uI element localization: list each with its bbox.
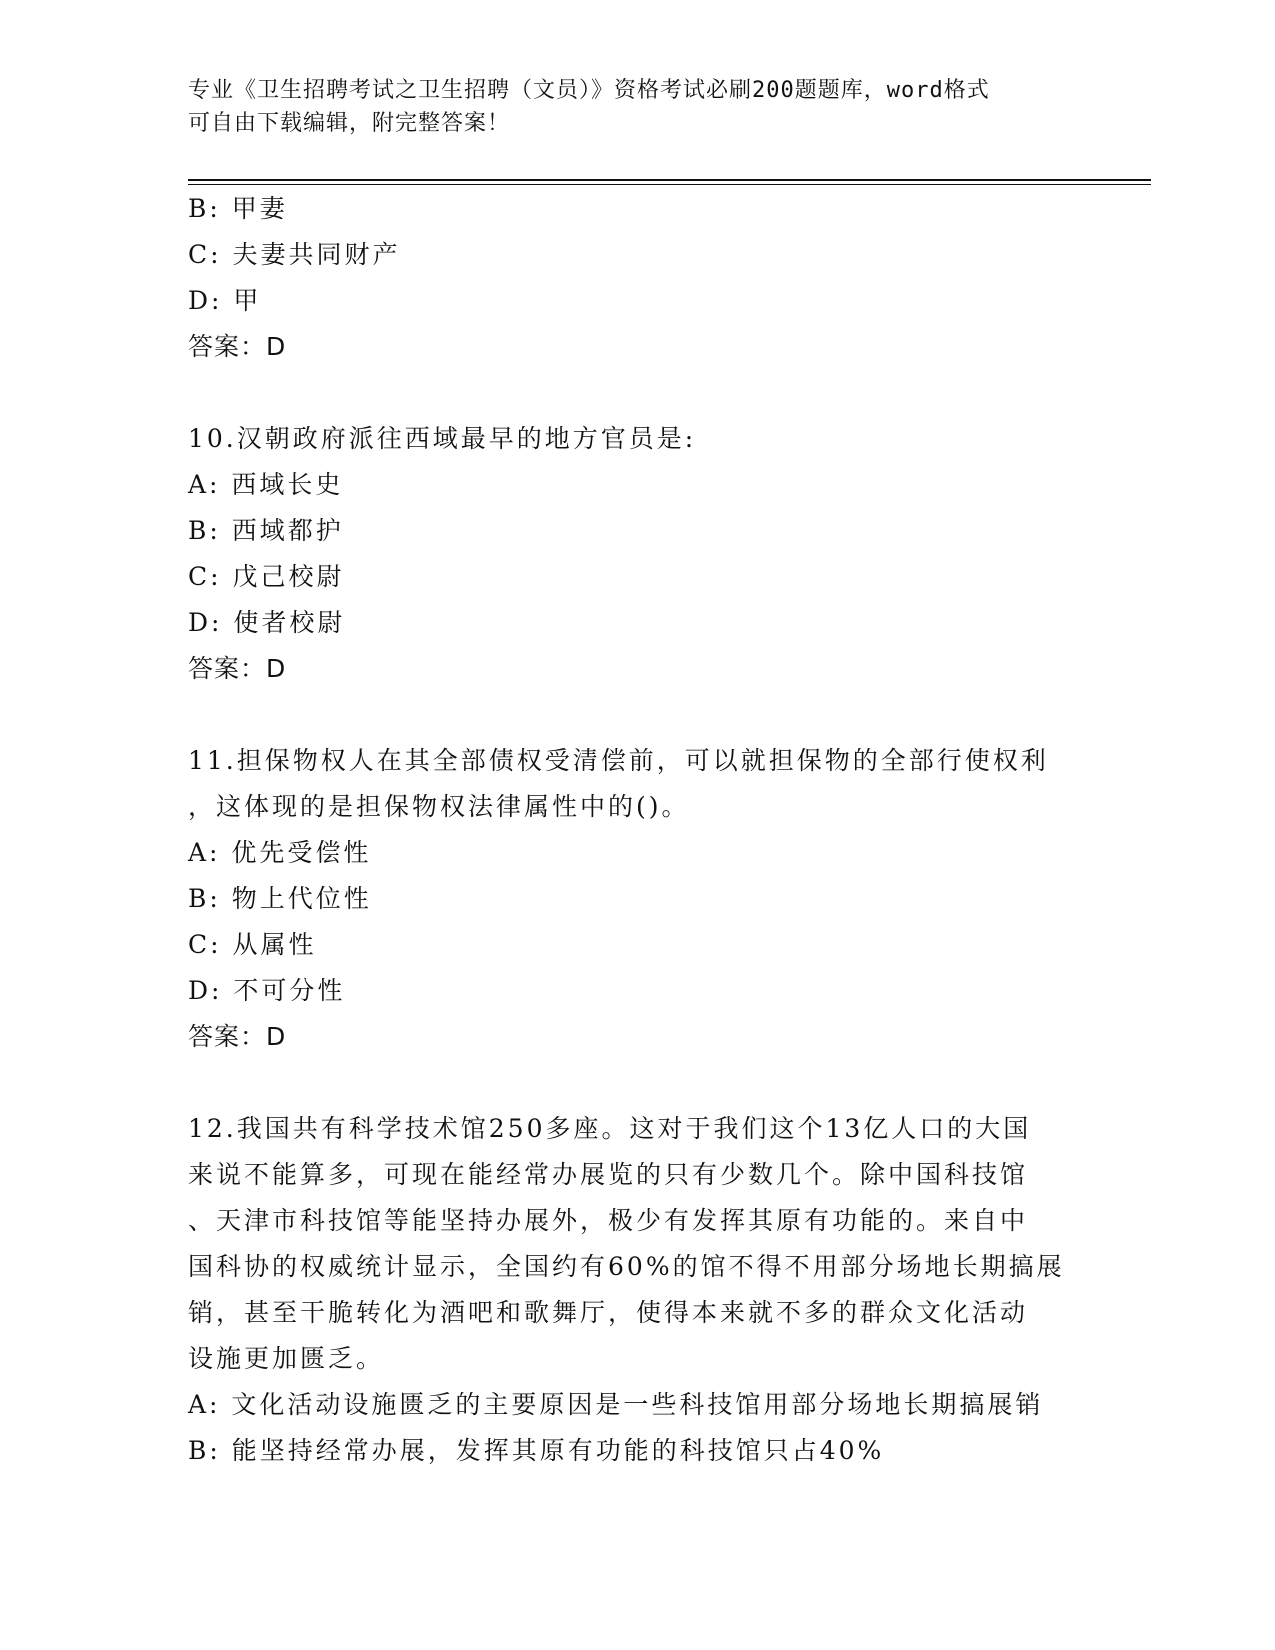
header-line-1: 专业《卫生招聘考试之卫生招聘（文员）》资格考试必刷200题题库，word格式 [188, 78, 990, 103]
q10-stem: 10.汉朝政府派往西域最早的地方官员是: [188, 424, 697, 453]
q10-answer: 答案：D [188, 654, 287, 683]
q11-option-c: C: 从属性 [188, 930, 317, 959]
question-9-tail [188, 186, 1088, 370]
question-11 [188, 738, 1088, 1060]
header-divider-thick [188, 179, 1151, 181]
q10-option-d: D: 使者校尉 [188, 608, 346, 637]
header-divider-thin [188, 184, 1151, 185]
q10-option-b: B: 西域都护 [188, 516, 344, 545]
q12-option-a: A: 文化活动设施匮乏的主要原因是一些科技馆用部分场地长期搞展销 [188, 1390, 1044, 1419]
q12-stem-line-5: 销，甚至干脆转化为酒吧和歌舞厅，使得本来就不多的群众文化活动 [188, 1298, 1029, 1327]
q11-option-b: B: 物上代位性 [188, 884, 372, 913]
q11-option-a: A: 优先受偿性 [188, 838, 372, 867]
spacer [188, 1060, 1088, 1106]
q10-option-a: A: 西域长史 [188, 470, 344, 499]
header-line-2: 可自由下载编辑，附完整答案！ [188, 111, 511, 136]
q11-answer: 答案：D [188, 1022, 287, 1051]
q9-answer: 答案：D [188, 332, 287, 361]
q9-option-b: B: 甲妻 [188, 194, 288, 223]
q9-option-c: C: 夫妻共同财产 [188, 240, 401, 269]
q11-stem-line-1: 11.担保物权人在其全部债权受清偿前，可以就担保物的全部行使权利 [188, 746, 1049, 775]
q12-stem-line-6: 设施更加匮乏。 [188, 1344, 385, 1373]
spacer [188, 692, 1088, 738]
q12-stem-line-3: 、天津市科技馆等能坚持办展外，极少有发挥其原有功能的。来自中 [188, 1206, 1029, 1235]
q12-stem-line-2: 来说不能算多，可现在能经常办展览的只有少数几个。除中国科技馆 [188, 1160, 1029, 1189]
q10-option-c: C: 戊己校尉 [188, 562, 345, 591]
document-header [188, 74, 1088, 140]
q11-stem-line-2: ，这体现的是担保物权法律属性中的()。 [188, 792, 690, 821]
q12-option-b: B: 能坚持经常办展，发挥其原有功能的科技馆只占40% [188, 1436, 885, 1465]
question-10 [188, 416, 1088, 692]
q12-stem-line-4: 国科协的权威统计显示，全国约有60%的馆不得不用部分场地长期搞展 [188, 1252, 1065, 1281]
question-list [188, 186, 1088, 1474]
q9-option-d: D: 甲 [188, 286, 262, 315]
q12-stem-line-1: 12.我国共有科学技术馆250多座。这对于我们这个13亿人口的大国 [188, 1114, 1032, 1143]
spacer [188, 370, 1088, 416]
question-12 [188, 1106, 1088, 1474]
q11-option-d: D: 不可分性 [188, 976, 346, 1005]
